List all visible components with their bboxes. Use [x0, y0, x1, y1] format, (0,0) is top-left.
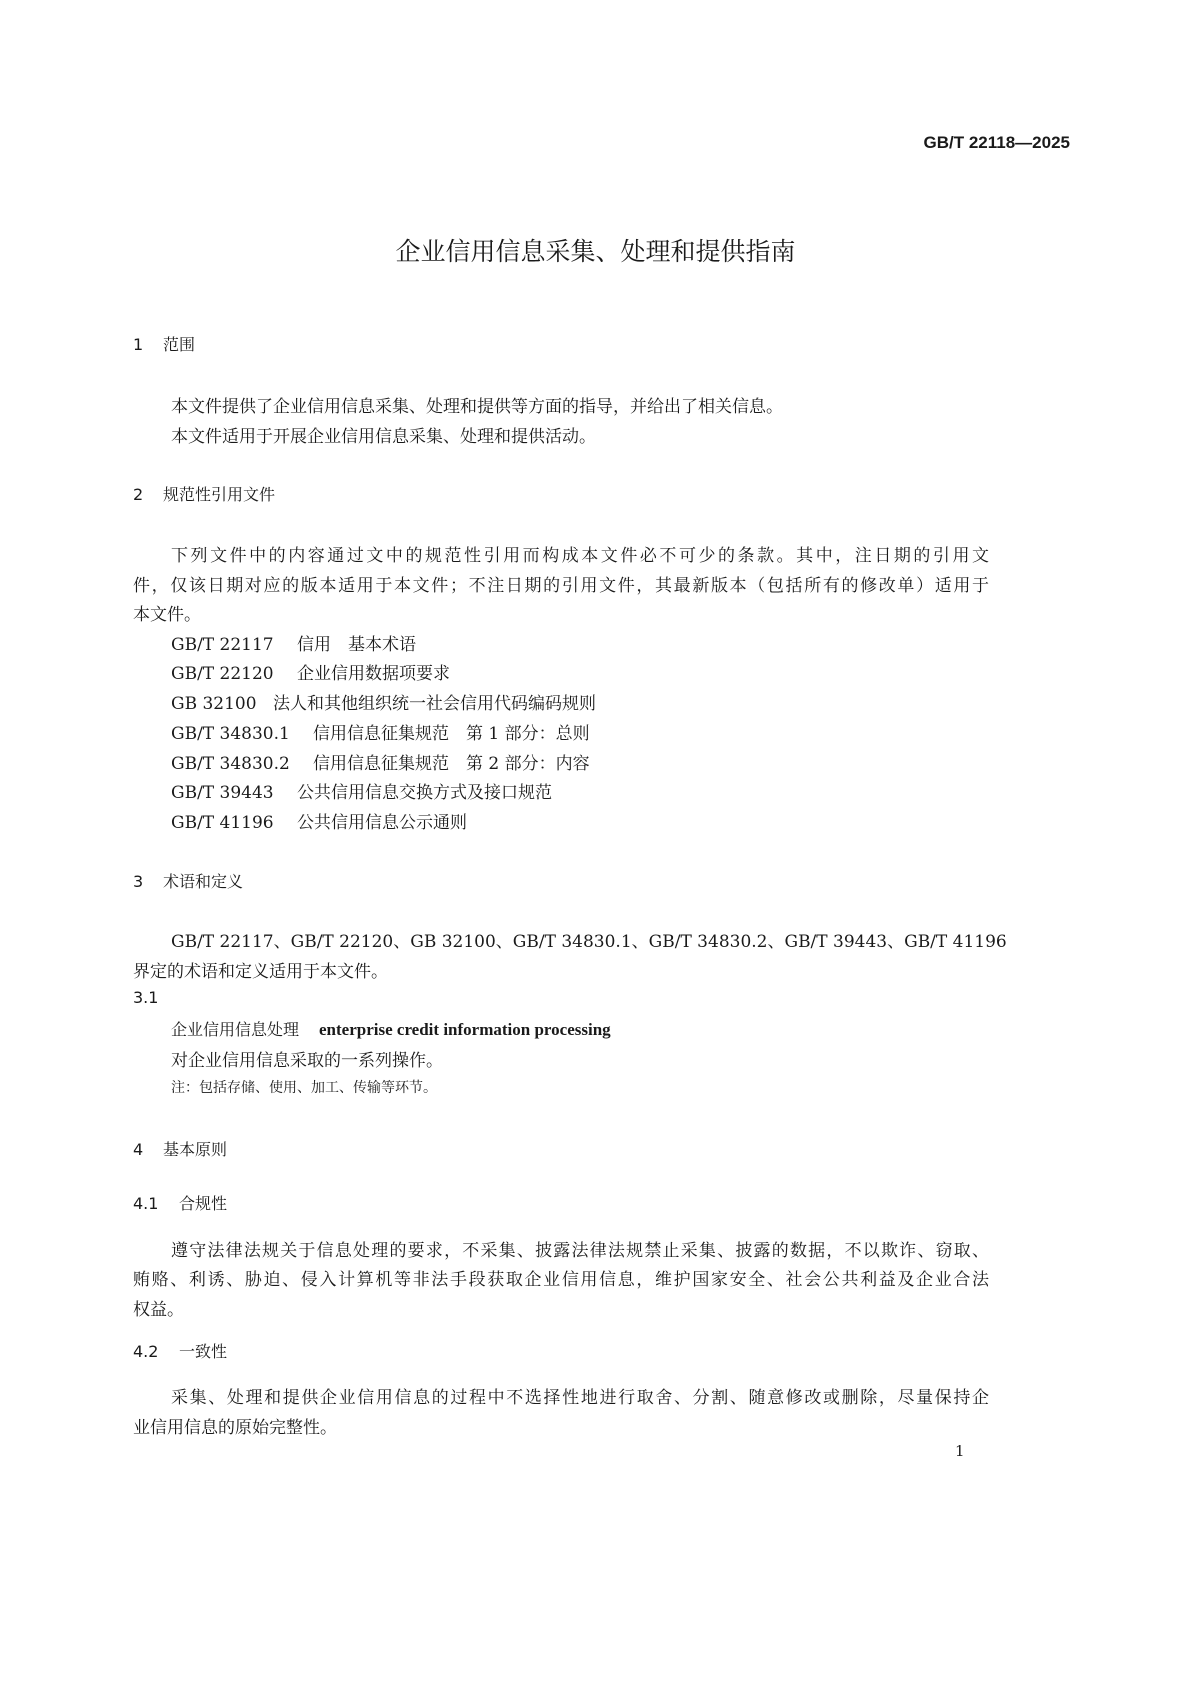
term-chinese: 企业信用信息处理: [171, 1020, 300, 1039]
section-title: 范围: [163, 335, 196, 354]
paragraph-line: 采集、处理和提供企业信用信息的过程中不选择性地进行取舍、分割、随意修改或删除，尽量保持企: [171, 1388, 989, 1408]
subsection-4-1-heading: [133, 1191, 227, 1214]
reference-title: 公共信用信息交换方式及接口规范: [297, 783, 552, 803]
section-number: 2: [133, 485, 144, 504]
term-note: [171, 1077, 437, 1097]
term-entry: [171, 1017, 611, 1040]
section-4-heading: [133, 1137, 227, 1160]
subsection-title: 一致性: [179, 1342, 228, 1361]
note-label: 注：: [171, 1080, 199, 1096]
paragraph-line: 贿赂、利诱、胁迫、侵入计算机等非法手段获取企业信用信息，维护国家安全、社会公共利益及企业合法: [133, 1270, 989, 1290]
section-3-heading: [133, 869, 243, 892]
subsection-title: 合规性: [179, 1194, 228, 1213]
reference-item: [171, 808, 467, 833]
reference-item: [171, 689, 596, 714]
paragraph-line: 下列文件中的内容通过文中的规范性引用而构成本文件必不可少的条款。其中，注日期的引用文: [171, 546, 989, 566]
reference-code: GB 32100: [171, 694, 257, 714]
page-number: 1: [955, 1442, 965, 1460]
reference-item: [171, 778, 552, 803]
paragraph-line: 遵守法律法规关于信息处理的要求，不采集、披露法律法规禁止采集、披露的数据，不以欺诈、窃取、: [171, 1241, 989, 1261]
reference-item: [171, 719, 590, 744]
section-title: 术语和定义: [163, 872, 244, 891]
paragraph-line: GB/T 22117、GB/T 22120、GB 32100、GB/T 34830.1、GB/T 34830.2、GB/T 39443、GB/T 41196: [171, 932, 1007, 952]
note-text: 包括存储、使用、加工、传输等环节。: [199, 1080, 437, 1096]
subsection-4-2-heading: [133, 1339, 227, 1362]
subsection-number: 4.1: [133, 1194, 159, 1213]
reference-code: GB/T 34830.1: [171, 724, 290, 744]
subsection-number: 4.2: [133, 1342, 159, 1361]
reference-title: 法人和其他组织统一社会信用代码编码规则: [273, 694, 596, 714]
term-definition: 对企业信用信息采取的一系列操作。: [171, 1051, 443, 1071]
paragraph-line: 权益。: [133, 1300, 184, 1320]
reference-code: GB/T 22120: [171, 664, 274, 684]
term-english: enterprise credit information processing: [319, 1020, 611, 1039]
section-number: 4: [133, 1140, 144, 1159]
section-1-heading: [133, 332, 195, 355]
section-title: 规范性引用文件: [163, 485, 276, 504]
reference-title: 信用信息征集规范 第 2 部分：内容: [313, 754, 590, 774]
section-number: 1: [133, 335, 144, 354]
paragraph-line: 件，仅该日期对应的版本适用于本文件；不注日期的引用文件，其最新版本（包括所有的修改单）适用于: [133, 576, 989, 596]
paragraph: 本文件适用于开展企业信用信息采集、处理和提供活动。: [171, 427, 596, 447]
reference-code: GB/T 39443: [171, 783, 274, 803]
document-title: 企业信用信息采集、处理和提供指南: [395, 237, 796, 266]
paragraph-line: 界定的术语和定义适用于本文件。: [133, 962, 388, 982]
reference-title: 信用信息征集规范 第 1 部分：总则: [313, 724, 590, 744]
reference-code: GB/T 41196: [171, 813, 274, 833]
section-title: 基本原则: [163, 1140, 228, 1159]
section-2-heading: [133, 482, 275, 505]
reference-title: 企业信用数据项要求: [297, 664, 450, 684]
reference-code: GB/T 22117: [171, 635, 274, 655]
standard-number: GB/T 22118—2025: [923, 133, 1070, 152]
paragraph: 本文件提供了企业信用信息采集、处理和提供等方面的指导，并给出了相关信息。: [171, 397, 783, 417]
reference-item: [171, 749, 590, 774]
paragraph-line: 业信用信息的原始完整性。: [133, 1418, 337, 1438]
paragraph-line: 本文件。: [133, 605, 201, 625]
section-number: 3: [133, 872, 144, 891]
term-number: 3.1: [133, 988, 159, 1007]
reference-title: 公共信用信息公示通则: [297, 813, 467, 833]
reference-item: [171, 630, 416, 655]
reference-code: GB/T 34830.2: [171, 754, 290, 774]
reference-title: 信用 基本术语: [297, 635, 416, 655]
reference-item: [171, 659, 450, 684]
